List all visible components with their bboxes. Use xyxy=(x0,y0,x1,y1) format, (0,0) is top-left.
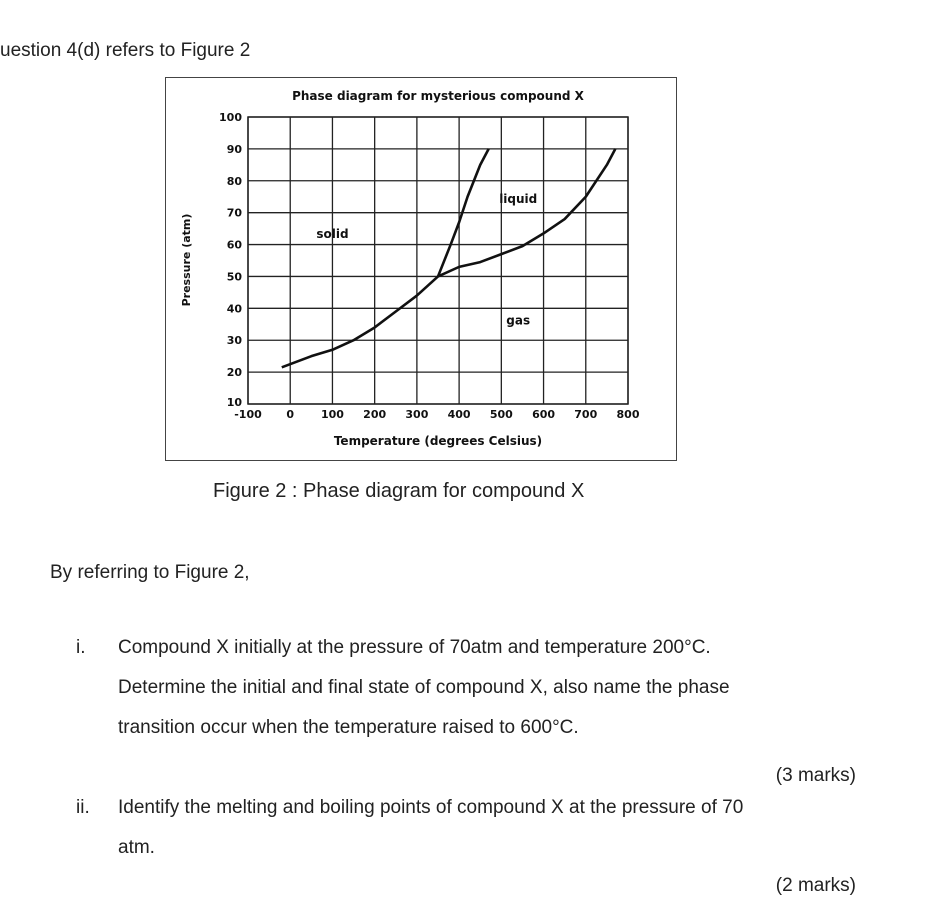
y-axis-label: Pressure (atm) xyxy=(180,213,193,307)
intro-text: By referring to Figure 2, xyxy=(50,562,250,583)
phase-label: solid xyxy=(316,227,349,242)
question-line: Determine the initial and final state of compound X, also name the phase xyxy=(118,677,730,698)
x-tick-label: -100 xyxy=(234,408,262,421)
marks: (3 marks) xyxy=(775,765,856,786)
chart-title: Phase diagram for mysterious compound X xyxy=(292,89,584,103)
phase-diagram-chart xyxy=(166,78,678,462)
question-line: Identify the melting and boiling points of compound X at the pressure of 70 xyxy=(118,797,744,818)
y-tick-label: 30 xyxy=(226,334,242,348)
x-tick-label: 200 xyxy=(363,408,387,421)
phase-label: gas xyxy=(506,313,531,328)
y-tick-label: 80 xyxy=(226,174,242,188)
marks: (2 marks) xyxy=(775,875,856,896)
question-header: uestion 4(d) refers to Figure 2 xyxy=(0,40,251,61)
x-tick-label: 100 xyxy=(320,408,344,421)
y-tick-label: 50 xyxy=(226,270,242,284)
phase-label: liquid xyxy=(499,192,538,207)
phase-boundary-line xyxy=(282,276,438,367)
x-tick-label: 400 xyxy=(447,408,471,421)
y-tick-label: 100 xyxy=(219,111,242,124)
x-tick-label: 800 xyxy=(616,408,640,421)
y-tick-label: 90 xyxy=(226,142,242,156)
y-tick-label: 70 xyxy=(226,206,242,220)
x-tick-label: 600 xyxy=(532,408,556,421)
question-line: Compound X initially at the pressure of 70atm and temperature 200°C. xyxy=(118,637,711,658)
question-number: i. xyxy=(76,637,86,658)
y-tick-label: 10 xyxy=(226,396,242,409)
x-tick-label: 300 xyxy=(405,408,429,421)
y-tick-label: 40 xyxy=(226,302,242,316)
y-tick-label: 60 xyxy=(226,238,242,252)
y-tick-label: 20 xyxy=(226,366,242,380)
question-line: transition occur when the temperature raised to 600°C. xyxy=(118,717,579,738)
phase-diagram-figure xyxy=(165,77,677,461)
x-axis-label: Temperature (degrees Celsius) xyxy=(333,434,543,448)
x-tick-label: 0 xyxy=(286,408,295,421)
question-line: atm. xyxy=(118,837,155,858)
question-number: ii. xyxy=(76,797,90,818)
x-tick-label: 500 xyxy=(489,408,513,421)
plot-area xyxy=(248,117,628,404)
figure-caption: Figure 2 : Phase diagram for compound X xyxy=(213,480,585,502)
x-tick-label: 700 xyxy=(574,408,598,421)
